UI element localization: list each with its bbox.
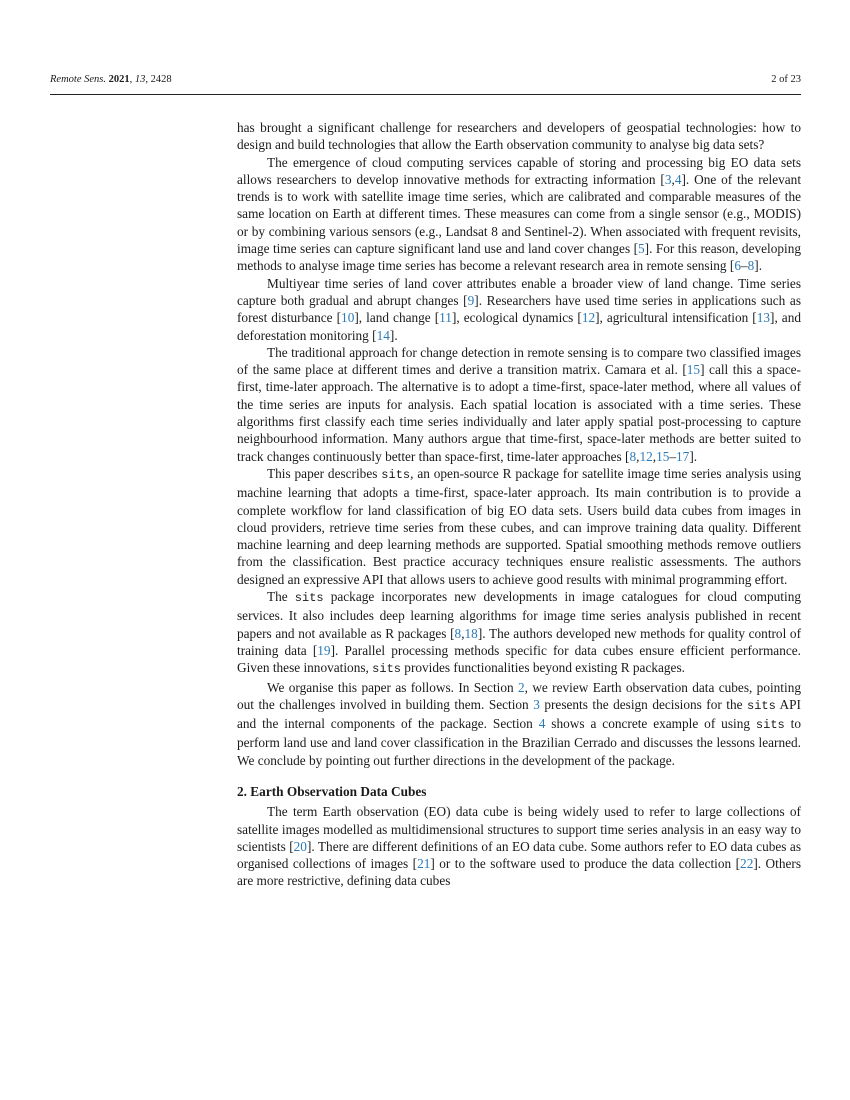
citation-link[interactable]: 15 (656, 448, 670, 464)
citation-link[interactable]: 17 (676, 448, 690, 464)
text-run: ] or to the software used to produce the data collection [ (430, 856, 741, 872)
inline-code: sits (381, 467, 411, 482)
citation-link[interactable]: 4 (674, 171, 682, 187)
citation-link[interactable]: 12 (581, 310, 596, 326)
text-run: Multiyear time series of land cover attributes enable a broader view of land change. Time series capture both gradual and abrupt changes [ (237, 275, 801, 308)
text-run: ]. Others are more restrictive, defining data cubes (237, 856, 802, 889)
citation-link[interactable]: 6 (734, 258, 741, 274)
text-run: ]. Parallel processing methods specific for data cubes ensure efficient performance. Given these innovations, (237, 642, 801, 676)
citation-link[interactable]: 13 (756, 310, 771, 326)
text-run: to perform land use and land cover classification in the Brazilian Cerrado and discusses the lessons learned. We conclude by pointing out further directions in the development of the package. (237, 716, 801, 768)
paragraph (237, 465, 801, 588)
citation-link[interactable]: 22 (740, 856, 754, 872)
citation-link[interactable]: 8 (747, 258, 755, 274)
paragraph (237, 344, 801, 465)
citation-link[interactable]: 8 (629, 448, 637, 464)
citation-link[interactable]: 5 (638, 241, 645, 257)
text-run: , (461, 625, 465, 641)
text-run: We organise this paper as follows. In Section (267, 679, 518, 695)
citation-link[interactable]: 3 (533, 696, 540, 712)
text-run: API and the internal components of the package. Section (237, 696, 801, 732)
journal-volume: 13 (134, 74, 146, 85)
page-indicator: 2 of 23 (771, 74, 801, 85)
text-run: – (669, 448, 677, 464)
text-run: This paper describes (267, 465, 382, 481)
citation-link[interactable]: 2 (517, 679, 525, 695)
inline-code: sits (755, 718, 785, 733)
paragraph (237, 154, 801, 275)
paragraph (237, 588, 801, 678)
citation-link[interactable]: 19 (317, 642, 331, 658)
citation-link[interactable]: 20 (293, 838, 307, 854)
text-run: , (671, 171, 675, 187)
text-run: has brought a significant challenge for researchers and developers of geospatial technologies: how to design and build technologies that allow the Earth observation community to analyse big data sets? (237, 120, 801, 153)
text-run: The term Earth observation (EO) data cube is being widely used to refer to large collections of satellite images modelled as multidimensional structures to support time series analysis in an easy way to scientists [ (237, 804, 801, 854)
citation-link[interactable]: 11 (439, 310, 452, 326)
citation-link[interactable]: 18 (464, 625, 478, 641)
citation-link[interactable]: 15 (686, 362, 701, 378)
text-run: ]. One of the relevant trends is to work with satellite image time series, which are calibrated and comparable measures of the same location on Earth at different times. These measures can come from a single sensor (e.g., MODIS) or by combining various sensors (e.g., Landsat 8 and Sentinel-2). When associated with frequent revisits, image time series can capture significant land use and land cover changes [ (237, 171, 802, 257)
publication-year: 2021 (108, 74, 130, 85)
section-body (237, 803, 801, 889)
text-run: ] call this a space-first, time-later approach. The alternative is to adopt a time-first, space-later method, where all values of the time series are inputs for analysis. Each spatial location is associated with a time series. These algorithms first classify each time series individually and later apply spatial post-processing to capture neighbourhood information. Many authors argue that time-first, space-later methods are better suited to track changes continuously better than space-first, time-later approaches [ (237, 362, 801, 464)
citation-link[interactable]: 9 (467, 292, 475, 308)
text-run: The (267, 589, 295, 605)
inline-code: sits (294, 591, 324, 606)
text-run: ], land change [ (354, 310, 440, 326)
citation-link[interactable]: 12 (639, 448, 653, 464)
citation-link[interactable]: 21 (417, 856, 431, 872)
text-run: , (636, 448, 640, 464)
text-run: presents the design decisions for the (539, 696, 747, 712)
text-run: The emergence of cloud computing services capable of storing and processing big EO data sets allows researchers to develop innovative methods for extracting information [ (237, 154, 801, 187)
body-text (237, 119, 801, 890)
text-run: ], agricultural intensification [ (595, 310, 757, 326)
citation-link[interactable]: 10 (341, 310, 355, 326)
text-run: ]. (689, 448, 698, 464)
text-run: – (740, 258, 748, 274)
text-run: ]. Researchers have used time series in applications such as forest disturbance [ (237, 292, 801, 326)
text-run: ]. (754, 258, 763, 274)
text-run: ]. For this reason, developing methods to analyse image time series has become a relevant research area in remote sensing [ (237, 241, 802, 274)
text-run: , an open-source R package for satellite image time series analysis using machine learning that adopts a time-first, space-later approach. Its main contribution is to provide a complete workflow for land classification of big EO data sets. Users build data cubes from images in cloud providers, retrieve time series from these cubes, and can improve training data quality. Different machine learning and deep learning methods are supported. Spatial smoothing methods remove outliers from the classification. Best practice accuracy techniques ensure realistic assessments. The authors designed an expressive API that allows users to achieve good results with minimal programming effort. (237, 465, 801, 587)
text-run: ], and deforestation monitoring [ (237, 310, 801, 343)
citation-link[interactable]: 8 (454, 625, 462, 641)
section-heading: 2. Earth Observation Data Cubes (237, 783, 427, 799)
text-run: The traditional approach for change detection in remote sensing is to compare two classified images of the same place at different times and derive a transition matrix. Camara et al. [ (237, 344, 801, 378)
text-run: ]. The authors developed new methods for quality control of training data [ (237, 625, 802, 658)
inline-code: sits (747, 698, 776, 713)
paragraph (237, 275, 801, 344)
citation-link[interactable]: 3 (664, 171, 672, 187)
journal-citation: Remote Sens. 2021, 13, 2428 (50, 74, 172, 85)
journal-name: Remote Sens. (50, 74, 106, 85)
citation-link[interactable]: 14 (376, 327, 390, 343)
citation-link[interactable]: 4 (538, 716, 546, 732)
text-run: ]. There are different definitions of an EO data cube. Some authors refer to EO data cubes as organised collections of images [ (237, 838, 801, 872)
text-run: package incorporates new developments in image catalogues for cloud computing services. It also includes deep learning algorithms for image time series analysis published in recent papers and not available as R packages [ (237, 589, 801, 641)
text-run: shows a concrete example of using (545, 716, 756, 732)
paragraph (237, 679, 801, 769)
text-run: , (652, 448, 657, 464)
paragraph (237, 803, 801, 889)
text-run: provides functionalities beyond existing R packages. (400, 660, 685, 676)
paragraph (237, 119, 801, 154)
text-run: ]. (389, 327, 398, 343)
article-number: 2428 (150, 74, 172, 85)
text-run: , we review Earth observation data cubes, pointing out the challenges involved in building them. Section (237, 679, 801, 712)
text-run: ], ecological dynamics [ (451, 310, 582, 326)
introduction-continuation (237, 119, 801, 769)
inline-code: sits (372, 662, 401, 677)
running-header (50, 70, 801, 95)
